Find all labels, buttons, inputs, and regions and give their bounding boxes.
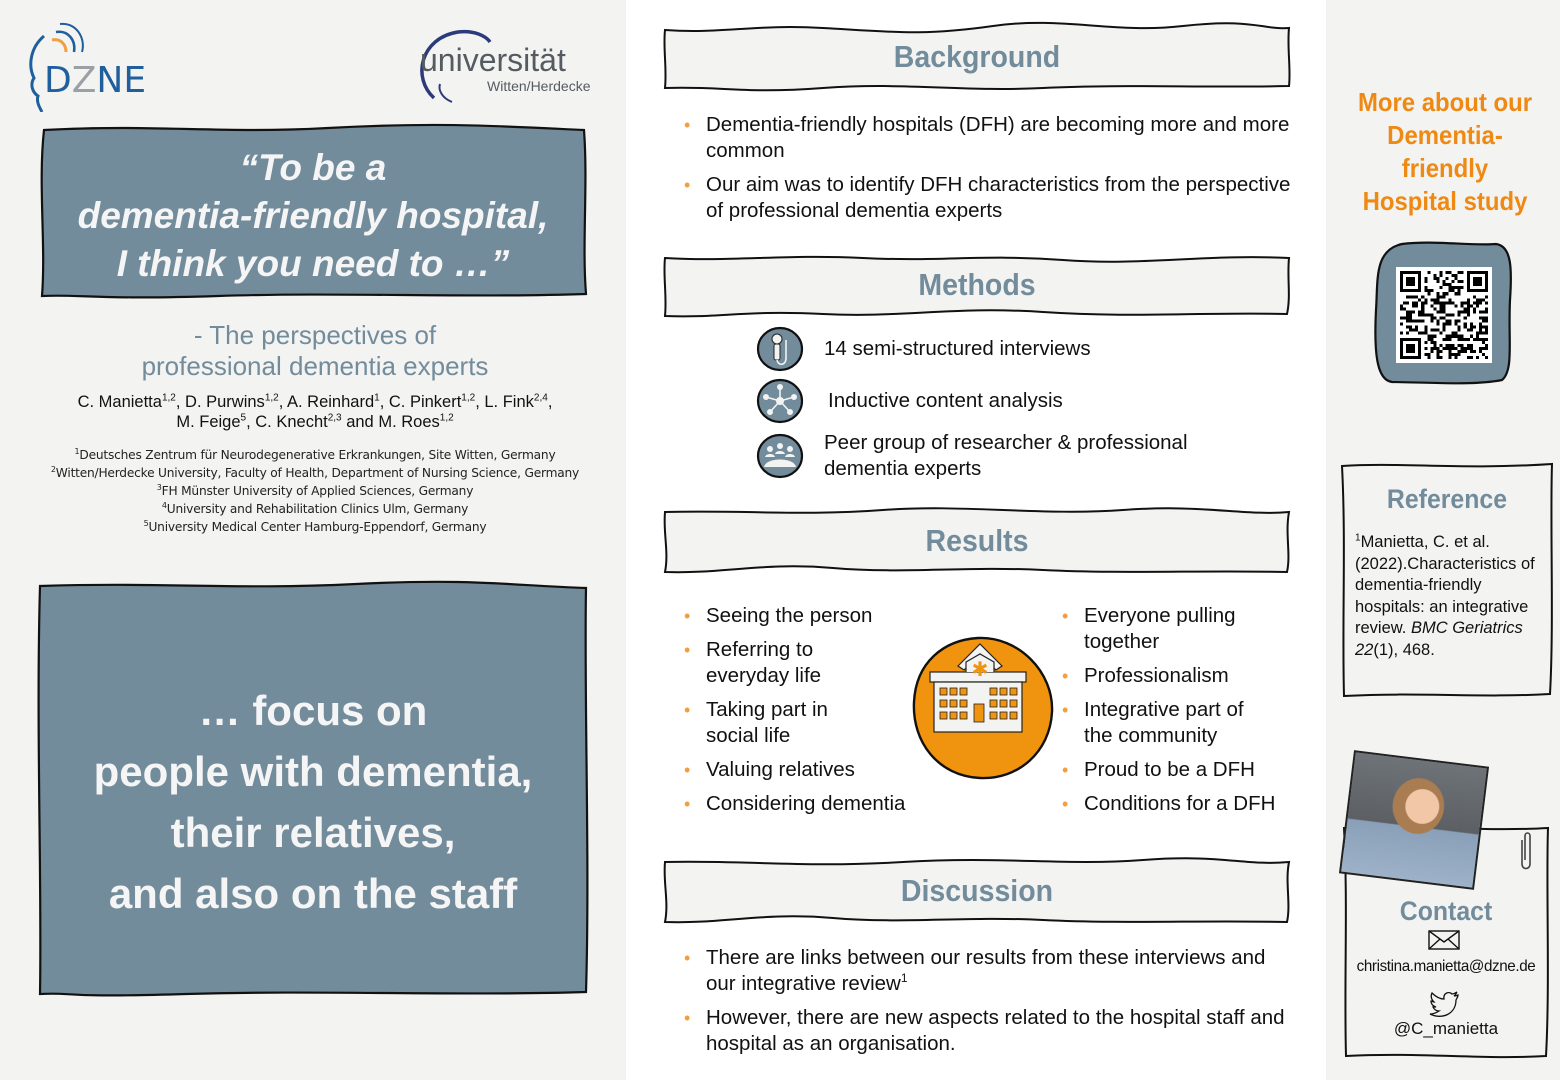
author-sep: , xyxy=(246,413,256,431)
author-name: C. Pinkert xyxy=(388,393,462,411)
author-affil-sup: 2,3 xyxy=(327,412,342,424)
section-title: Discussion xyxy=(900,873,1054,908)
affiliation-text: Deutsches Zentrum für Neurodegenerative Erkrankungen, Site Witten, Germany xyxy=(79,448,556,462)
dzne-logo xyxy=(22,22,152,112)
contact-title: Contact xyxy=(1399,896,1493,926)
author-affil-sup: 1,2 xyxy=(161,392,176,404)
author-name: A. Reinhard xyxy=(286,393,375,411)
qr-code-pattern xyxy=(1400,271,1488,359)
more-line: friendly xyxy=(1401,153,1489,183)
dzne-letter: Z xyxy=(71,60,97,101)
author-sep: , xyxy=(379,393,389,411)
method-label: Peer group of researcher & professional dementia experts xyxy=(824,431,1188,480)
background-header xyxy=(663,24,1291,90)
methods-header xyxy=(663,252,1291,318)
more-line: Hospital study xyxy=(1362,186,1528,216)
focus-text xyxy=(36,680,590,924)
bullet-item: • Our aim was to identify DFH characteristics from the perspective of professional dementia experts xyxy=(682,172,1292,224)
microphone-icon xyxy=(756,326,804,372)
uwh-logo-subtext: Witten/Herdecke xyxy=(487,78,591,94)
affiliation-sup: 3 xyxy=(156,482,162,492)
method-item xyxy=(756,326,1296,372)
mail-icon xyxy=(1428,930,1460,950)
twitter-icon xyxy=(1428,990,1460,1018)
reference-sup: 1 xyxy=(900,971,908,986)
section-title: Background xyxy=(893,39,1061,74)
author-affil-sup: 2,4 xyxy=(533,392,548,404)
affiliation-sup: 1 xyxy=(74,446,80,456)
reference-citation: Manietta, C. et al. (2022).Characteristics of dementia-friendly hospitals: an integrative review. xyxy=(1355,533,1535,637)
affiliation xyxy=(20,500,610,518)
uwh-logo-text: universität xyxy=(420,42,566,78)
author-name: C. Knecht xyxy=(255,413,328,431)
results-header xyxy=(663,508,1291,574)
affiliation xyxy=(20,446,610,464)
quote-line: “To be a xyxy=(239,147,387,188)
result-item: • Taking part in social life xyxy=(682,697,852,749)
qr-code-icon[interactable] xyxy=(1396,267,1492,363)
section-title: Methods xyxy=(918,267,1036,302)
bullet-text: There are links between our results from these interviews and our integrative review xyxy=(706,946,1266,995)
bullet-item: • Dementia-friendly hospitals (DFH) are becoming more and more common xyxy=(682,112,1292,164)
focus-box xyxy=(36,580,590,998)
network-icon xyxy=(756,378,804,424)
reference-sup: 1 xyxy=(1355,532,1361,544)
method-item xyxy=(756,430,1296,482)
author-sep: , xyxy=(547,393,553,411)
author-affil-sup: 1,2 xyxy=(461,392,476,404)
author-affil-sup: 1,2 xyxy=(439,412,454,424)
quote-line: dementia-friendly hospital, xyxy=(77,195,549,236)
background-list xyxy=(682,112,1292,232)
more-line: More about our xyxy=(1357,87,1533,117)
affiliation xyxy=(20,464,610,482)
affiliation-sup: 5 xyxy=(143,518,149,528)
focus-line: … focus on xyxy=(198,687,428,734)
method-item xyxy=(756,378,1296,424)
affiliation-text: University Medical Center Hamburg-Eppendorf, Germany xyxy=(148,520,487,534)
quote-line: I think you need to …” xyxy=(116,243,510,284)
discussion-list xyxy=(682,945,1292,1065)
result-item: • Everyone pulling together xyxy=(1060,603,1260,655)
affiliation-list xyxy=(20,446,610,536)
result-item: • Considering dementia xyxy=(682,791,922,817)
more-line: Dementia- xyxy=(1387,120,1503,150)
reference-journal: BMC Geriatrics 22 xyxy=(1355,619,1523,659)
section-title: Results xyxy=(925,523,1029,558)
author-sep: and xyxy=(341,413,379,431)
result-item: • Proud to be a DFH xyxy=(1060,757,1300,783)
reference-text xyxy=(1355,532,1550,661)
author-name: M. Roes xyxy=(378,413,440,431)
author-line xyxy=(20,392,610,412)
reference-title: Reference xyxy=(1386,484,1508,514)
bullet-text: However, there are new aspects related to the hospital staff and hospital as an organisation. xyxy=(706,1006,1285,1055)
focus-line: people with dementia, xyxy=(93,748,533,795)
quote-box xyxy=(38,124,588,298)
dzne-letter: D xyxy=(44,60,72,101)
hospital-icon xyxy=(908,632,1058,782)
paperclip-icon xyxy=(1516,830,1536,874)
affiliation-sup: 2 xyxy=(50,464,56,474)
reference-box xyxy=(1340,462,1554,698)
svg-text:✱: ✱ xyxy=(971,657,989,681)
author-name: M. Feige xyxy=(176,413,241,431)
dzne-letter: NE xyxy=(96,60,147,101)
contact-email-link[interactable]: christina.manietta@dzne.de xyxy=(1356,958,1536,975)
author-sep: , xyxy=(475,393,485,411)
bullet-item xyxy=(682,1005,1292,1057)
affiliation xyxy=(20,518,610,536)
result-item: • Professionalism xyxy=(1060,663,1300,689)
results-right-list xyxy=(1060,603,1300,825)
author-sep: , xyxy=(175,393,186,411)
author-sep: , xyxy=(278,393,287,411)
focus-line: their relatives, xyxy=(170,809,456,856)
author-affil-sup: 5 xyxy=(240,412,247,424)
author-name: L. Fink xyxy=(484,393,534,411)
author-name: C. Manietta xyxy=(77,393,162,411)
author-photo xyxy=(1339,750,1489,890)
author-affil-sup: 1 xyxy=(374,392,380,404)
bullet-item xyxy=(682,945,1292,997)
affiliation-text: Witten/Herdecke University, Faculty of Health, Department of Nursing Science, Germany xyxy=(55,466,580,480)
affiliation-sup: 4 xyxy=(161,500,167,510)
result-item: • Referring to everyday life xyxy=(682,637,852,689)
method-label: Inductive content analysis xyxy=(828,389,1063,412)
method-label: 14 semi-structured interviews xyxy=(824,337,1091,360)
reference-volume: (1), 468. xyxy=(1373,640,1435,659)
quote-text xyxy=(38,144,588,288)
result-item: • Integrative part of the community xyxy=(1060,697,1260,749)
subtitle-line: - The perspectives of xyxy=(193,320,437,350)
affiliation-text: FH Münster University of Applied Sciences, Germany xyxy=(161,484,474,498)
result-item: • Conditions for a DFH xyxy=(1060,791,1300,817)
affiliation xyxy=(20,482,610,500)
subtitle xyxy=(40,320,590,382)
subtitle-line: professional dementia experts xyxy=(141,351,489,381)
result-item: • Seeing the person xyxy=(682,603,922,629)
author-line xyxy=(20,412,610,432)
affiliation-text: University and Rehabilitation Clinics Ulm, Germany xyxy=(166,502,469,516)
focus-line: and also on the staff xyxy=(108,870,518,917)
uwh-logo xyxy=(412,28,612,108)
author-list xyxy=(20,392,610,432)
contact-twitter-link[interactable]: @C_manietta xyxy=(1393,1019,1499,1038)
more-about-heading xyxy=(1348,86,1541,218)
result-item: • Valuing relatives xyxy=(682,757,922,783)
results-left-list xyxy=(682,603,922,825)
qr-box[interactable] xyxy=(1372,240,1514,386)
group-icon xyxy=(756,433,804,479)
discussion-header xyxy=(663,858,1291,924)
author-affil-sup: 1,2 xyxy=(264,392,279,404)
author-name: D. Purwins xyxy=(185,393,265,411)
